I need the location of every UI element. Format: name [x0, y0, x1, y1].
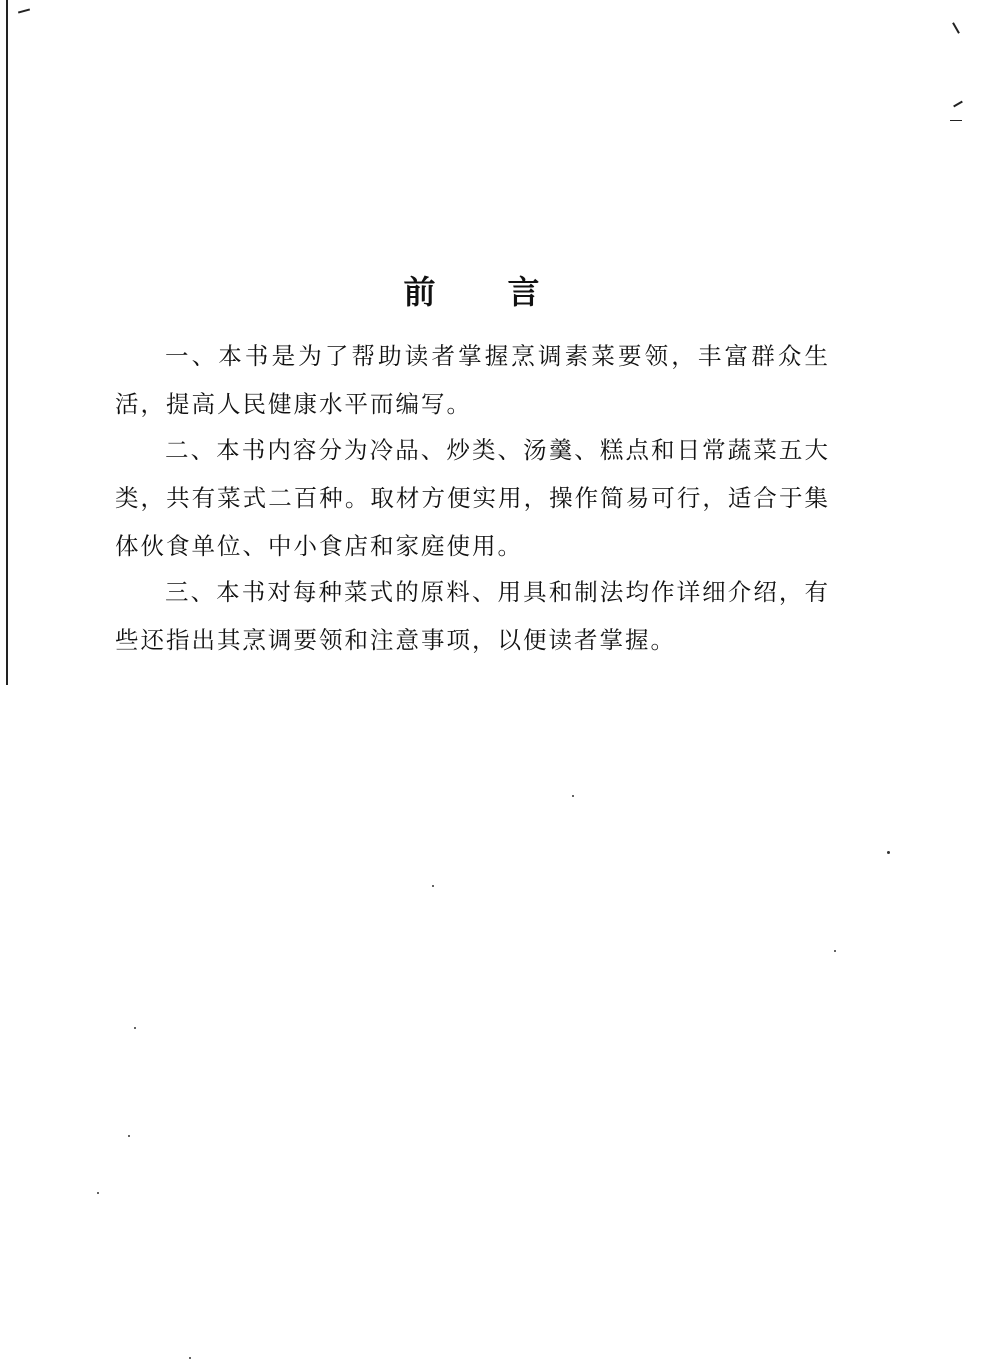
scan-speck — [432, 885, 434, 887]
paragraph-1: 一、本书是为了帮助读者掌握烹调素菜要领，丰富群众生活，提高人民健康水平而编写。 — [115, 342, 830, 418]
scan-mark — [950, 120, 962, 121]
scan-speck — [134, 1027, 136, 1029]
page-edge-rule — [6, 0, 8, 685]
scan-speck — [97, 1192, 99, 1194]
scan-speck — [189, 1357, 191, 1359]
scan-speck — [572, 795, 574, 797]
scan-speck — [128, 1135, 130, 1137]
page-title — [0, 267, 945, 313]
title-char: 前 — [403, 273, 438, 312]
scan-speck — [834, 950, 836, 952]
paragraph-2: 二、本书内容分为冷品、炒类、汤羹、糕点和日常蔬菜五大类，共有菜式二百种。取材方便实用，操作简易可行，适合于集体伙食单位、中小食店和家庭使用。 — [115, 436, 830, 560]
paragraph-3: 三、本书对每种菜式的原料、用具和制法均作详细介绍，有些还指出其烹调要领和注意事项，以便读者掌握。 — [115, 578, 830, 654]
scan-mark — [953, 101, 963, 108]
scan-mark — [18, 8, 30, 13]
title-char: 言 — [507, 273, 542, 312]
scan-speck — [887, 851, 890, 854]
scan-mark — [952, 22, 960, 33]
